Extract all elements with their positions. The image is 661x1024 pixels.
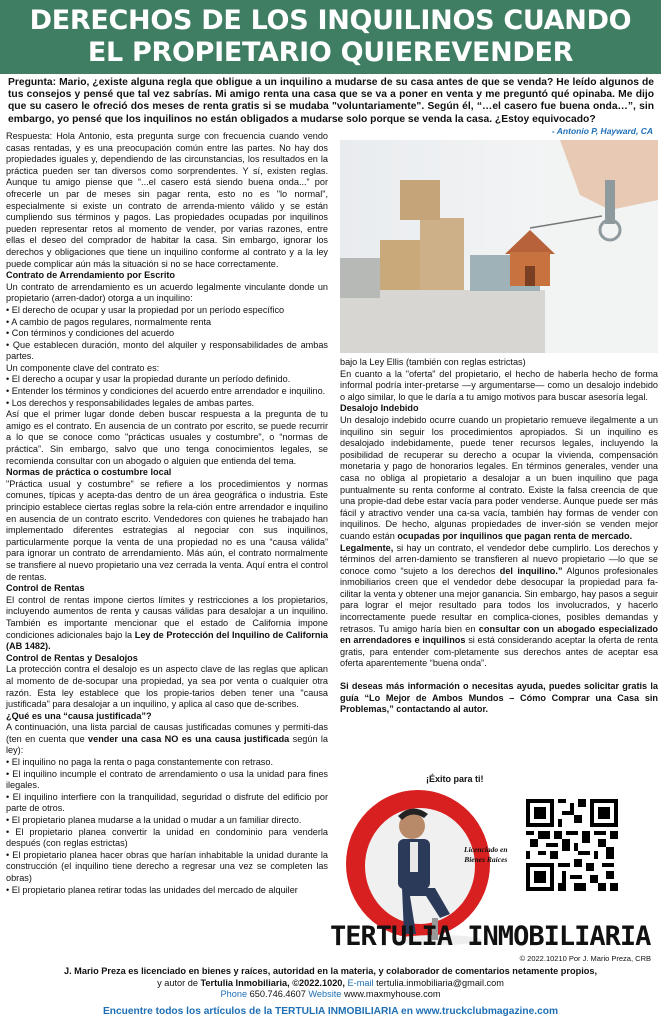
paragraph: La protección contra el desalojo es un aspecto clave de las reglas que aplican al momento de de-socupar una propiedad, ya sea por venta o cualquier otra razón. Esta ley establece que los propie-tarios deben tener una "causa justificada" para desalojar a un inquilino, y aplica al caso que de-scribes. — [6, 664, 328, 710]
answer-intro: Respuesta: Hola Antonio, esta pregunta surge con frecuencia cuando vendo casas rentadas, y es una preocupación común entre las partes. No hay dos propiedades iguales y, dependiendo de las circunstancias, los resultados en la práctica pueden ser tan diversos como sorprendentes. Y sí, existen reglas. Aunque tu amigo piense que “...el casero está siendo buena onda...” por ofrecerle un par de meses sin pagar renta, esto no es "lo normal", especialmente si existe un contrato de arrenda-miento válido y se están cumpliendo sus términos y pagos. Las propiedades ocupadas por inquilinos pueden representar retos al momento de vender, por varias razones, entre ellas el deseo del comprador de habitar la casa. Sin embargo, ignorar los derechos y obligaciones que tiene un inquilino conforme al contrato y a la ley puede complicar aún más la situación si no se hace correctamente. — [6, 131, 328, 269]
text-run: Un desalojo indebido ocurre cuando un propietario remueve ilegalmente a un inquilino sin seguir los procedimientos apropiados. Si un inquilino es desalojado indebidamente, puede tener recursos legales, incluyendo la posibilidad de recuperar su derecho a ocupar la vivienda, compensación monetaria y pago de honorarios legales. En términos generales, vender una casa no obliga al propietario a desalojar a un buen inquilino que paga puntualmente su renta conforme al contrato. Existe la falsa creencia de que una propie-dad debe estar vacía para poder venderse. Aunque puede ser más fácil y atractivo vender una ca-sa vacía, también hay formas de vender con inquilinos. De hecho, algunas propiedades de inver-sión se venden mejor cuando están — [340, 414, 658, 541]
section-heading: Control de Rentas — [6, 583, 85, 594]
paragraph — [340, 543, 658, 671]
bullet-item: • El propietario planea hacer obras que harían inhabitable la unidad durante la construcción (el inquilino tiene derecho a regresar una vez se completen las obras) — [6, 849, 328, 883]
bullet-item: • Los derechos y responsabilidades legales de ambas partes. — [6, 397, 255, 408]
paragraph: En cuanto a la "oferta" del propietario, el hecho de haberla hecho de forma informal podría inter-pretarse —y argumentarse— como un desalojo indebido o algo similar, lo que le daría a tu amigo motivos para buscar asesoría legal. — [340, 368, 658, 402]
text-run: según la ley): — [6, 733, 328, 756]
bio-line-2 — [0, 978, 661, 990]
paragraph: Así que el primer lugar donde deben buscar respuesta a la pregunta de tu amigo es el contrato. En ausencia de un contrato por escrito, se puede recurrir a lo que se conoce como "prácticas usuales y costumbre", o “normas de práctica”. Sin embargo, salvo que uno tenga conocimientos legales, se recomienda consultar con un abogado o alguien que entienda del tema. — [6, 409, 328, 466]
paragraph: Un contrato de arrendamiento es un acuerdo legalmente vinculante donde un propietario (arren-dador) otorga a un inquilino: — [6, 281, 328, 304]
text-run: Algunos profesionales inmobiliarios creen que el vendedor debe desocupar la propiedad para fa-cilitar la venta y obtener una mejor ganancia. Sin embargo, hay pasos a seguir para lograr el mejor resultado para todos los involucrados, y hacerlo incorrectamente puede resultar en complica-ciones, posibles demandas y retrasos. Tu amigo haría bien en — [340, 565, 658, 634]
bullet-item: • El propietario planea convertir la unidad en condominio para venderla después (con reglas estrictas) — [6, 826, 328, 849]
closing-wish: ¡Éxito para ti! — [426, 774, 484, 784]
page-header — [0, 0, 661, 74]
bullet-item: • Entender los términos y condiciones del acuerdo entre arrendador e inquilino. — [6, 386, 326, 397]
bullet-item: • El inquilino incumple el contrato de arrendamiento o usa la unidad para fines ilegales. — [6, 768, 328, 791]
bio-line-1: J. Mario Preza es licenciado en bienes y raíces, autoridad en la materia, y colaborador de comentarios netamente propios, — [63, 966, 598, 976]
reader-question: Pregunta: Mario, ¿existe alguna regla que obligue a un inquilino a mudarse de su casa antes de que se venda? He leído algunos de tus consejos y pensé que tal vez sabrías. Mi amigo renta una casa que se va a poner en venta y me preguntó qué opinaba. Me dijo que su casero le ofreció dos meses de renta gratis si se mudaba "voluntariamente". Según él, “…el casero fue buena onda…”, sin embargo, yo pensé que los inquilinos no están obligados a mudarse solo porque se venda la casa. ¿Estoy equivocado? — [8, 77, 654, 125]
question-attribution: - Antonio P, Hayward, CA — [551, 126, 653, 136]
paragraph — [6, 595, 328, 653]
publication-name: Tertulia Inmobiliaria, ©2022.1020, — [200, 977, 345, 988]
text-run-bold: Legalmente, — [340, 542, 394, 553]
website-label: Website — [308, 989, 342, 999]
bio-line-3 — [0, 989, 661, 1001]
email-label: E-mail — [344, 977, 374, 988]
articles-link-banner[interactable]: Encuentre todos los artículos de la TERTULIA INMOBILIARIA en www.truckclubmagazine.com — [102, 1006, 559, 1017]
paragraph — [340, 415, 658, 543]
text-run: El control de rentas impone ciertos límites y restricciones a los propietarios, incluyendo aumentos de renta y causas válidas para desalojar a un inquilino. También es importante mencionar que el estado de California impone condiciones adicionales bajo la — [6, 594, 328, 640]
bullet-item: • El derecho a ocupar y usar la propiedad durante un período definido. — [6, 374, 291, 385]
text-run-bold: ocupadas por inquilinos que pagan renta de mercado. — [397, 530, 633, 541]
website-link[interactable]: www.maxmyhouse.com — [341, 989, 441, 999]
section-heading: Desalojo Indebido — [340, 403, 419, 414]
qr-code-graphic — [526, 799, 618, 891]
licensed-caption — [464, 845, 508, 864]
text-run: si está considerando aceptar la oferta de renta gratis, para entender com-pletamente sus derechos antes de aceptar esa oferta aparentemente “buena onda”. — [340, 635, 658, 669]
paragraph: bajo la Ley Ellis (también con reglas estrictas) — [340, 357, 526, 367]
house-key-photo — [340, 140, 658, 353]
bullet-item: • El inquilino no paga la renta o paga constantemente con retraso. — [6, 757, 273, 768]
section-heading: Normas de práctica o costumbre local — [6, 467, 172, 478]
bullet-item: • El propietario planea retirar todas las unidades del mercado de alquiler — [6, 884, 298, 895]
paragraph: "Práctica usual y costumbre" se refiere a los procedimientos y normas comunes, típicas y acepta-das dentro de un área geográfica o industria. Este principio establece ciertas reglas sobre la rela-ción entre arrendador e inquilino en ausencia de un contrato escrito. Vendedores con quienes he trabajado han implementado diferentes estrategias al negociar con sus inquilinos, particularmente porque la venta de una propiedad no es una “causa válida” para ignorar un contrato de arrendamiento. Más aún, el contrato normalmente se transfiere al nuevo propietario una vez cerrada la venta. Aquí entra el control de rentas. — [6, 478, 328, 582]
copyright-notice: © 2022.10210 Por J. Mario Preza, CRB — [519, 954, 651, 963]
headline-line-1: DERECHOS DE LOS INQUILINOS CUANDO — [29, 5, 632, 36]
house-key-illustration — [340, 140, 658, 353]
brand-logo-text: TERTULIA INMOBILIARIA — [330, 921, 651, 952]
paragraph — [6, 722, 328, 757]
bullet-item: • El propietario planea mudarse a la unidad o mudar a un familiar directo. — [6, 815, 302, 826]
text-run: A continuación, una lista parcial de causas justificadas comunes y permiti-das (ten en cuenta que — [6, 722, 328, 744]
text-run-bold: vender una casa NO es una causa justificada — [88, 733, 290, 744]
bullet-item: • El inquilino interfiere con la tranquilidad, seguridad o disfrute del edificio por parte de otros. — [6, 791, 328, 814]
licensed-line-1: Licenciado en — [464, 845, 508, 854]
licensed-line-2: Bienes Raíces — [464, 854, 508, 864]
bullet-item: • Que establecen duración, monto del alquiler y responsabilidades de ambas partes. — [6, 339, 328, 362]
phone-number[interactable]: 650.746.4607 — [247, 989, 309, 999]
author-bio-footer — [0, 966, 661, 1001]
text-run-bold: Ley de Protección del Inquilino de California (AB 1482). — [6, 629, 329, 652]
bullet-item: • El derecho de ocupar y usar la propiedad por un período específico — [6, 304, 285, 315]
qr-code[interactable] — [526, 799, 618, 891]
text-run-bold: del inquilino.” — [499, 565, 563, 576]
email-link[interactable]: tertulia.inmobiliaria@gmail.com — [373, 977, 504, 988]
section-heading: ¿Qué es una “causa justificada”? — [6, 710, 152, 721]
headline-line-2: EL PROPIETARIO QUIEREVENDER — [87, 37, 574, 68]
contact-paragraph: Si deseas más información o necesitas ayuda, puedes solicitar gratis la guía “Lo Mejor de Ambos Mundos – Cómo Comprar una Casa sin Problemas,” contactando al autor. — [340, 681, 658, 715]
paragraph: Un componente clave del contrato es: — [6, 362, 160, 373]
bullet-item: • A cambio de pagos regulares, normalmente renta — [6, 316, 212, 327]
section-heading: Contrato de Arrendamiento por Escrito — [6, 270, 175, 281]
right-column — [340, 357, 658, 716]
left-column — [6, 131, 328, 896]
text-run: y autor de — [157, 977, 201, 988]
section-heading: Control de Rentas y Desalojos — [6, 652, 138, 663]
phone-label: Phone — [220, 989, 248, 999]
text-run-bold: consultar con un abogado especializado en arrendadores e inquilinos — [340, 623, 658, 646]
bullet-item: • Con términos y condiciones del acuerdo — [6, 328, 175, 339]
text-run: si hay un contrato, el vendedor debe cumplirlo. Los derechos y términos del arren-damiento se transfieren al nuevo propietario —lo que se conoce como “sujeto a los derechos — [340, 542, 658, 576]
